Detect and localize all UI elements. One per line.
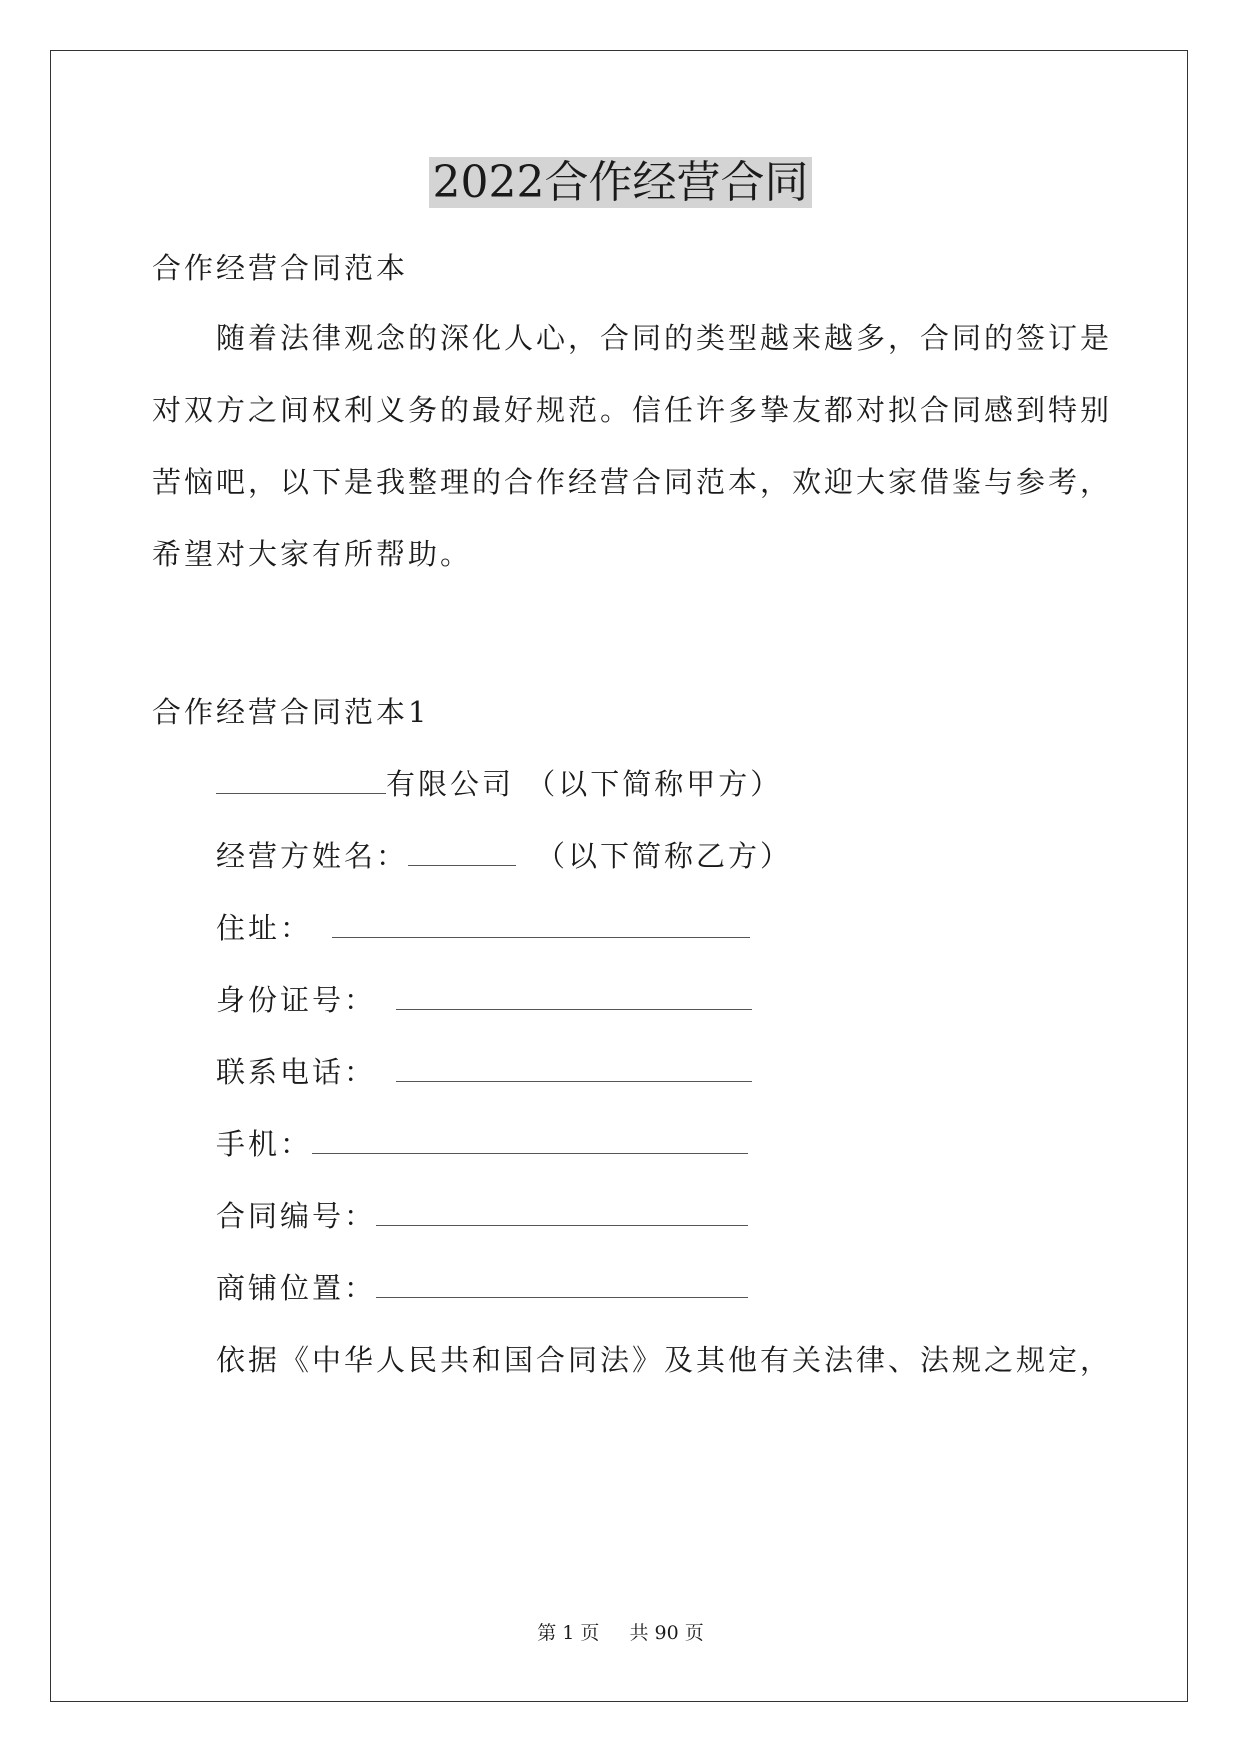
- contract-no-label: 合同编号：: [216, 1199, 377, 1233]
- mobile-label: 手机：: [216, 1127, 313, 1161]
- page-unit: 页: [580, 1622, 600, 1644]
- page-footer: [0, 1621, 1241, 1645]
- contract-no-line: [216, 1196, 748, 1236]
- party-b-label: 经营方姓名：: [216, 839, 409, 873]
- shop-location-blank: [376, 1273, 748, 1298]
- intro-line-2: 对双方之间权利义务的最好规范。信任许多挚友都对拟合同感到特别: [152, 393, 1113, 427]
- mobile-line: [216, 1124, 748, 1164]
- phone-label: 联系电话：: [216, 1055, 377, 1089]
- page-total: 90: [654, 1622, 679, 1644]
- party-a-suffix: 有限公司 （以下简称甲方）: [386, 767, 783, 801]
- shop-location-label: 商铺位置：: [216, 1271, 377, 1305]
- phone-line: [216, 1052, 752, 1092]
- id-number-blank: [396, 985, 752, 1010]
- page-current: 1: [562, 1622, 575, 1644]
- intro-line-1: 随着法律观念的深化人心，合同的类型越来越多，合同的签订是: [216, 321, 1113, 355]
- party-a-line: [216, 764, 782, 804]
- party-b-suffix: （以下简称乙方）: [536, 839, 793, 873]
- total-unit: 页: [684, 1622, 704, 1644]
- page-label: 第: [537, 1622, 557, 1644]
- phone-blank: [396, 1057, 752, 1082]
- id-number-line: [216, 980, 752, 1020]
- address-line: [216, 908, 750, 948]
- party-a-blank: [216, 769, 386, 794]
- intro-line-3: 苦恼吧，以下是我整理的合作经营合同范本，欢迎大家借鉴与参考，: [152, 465, 1113, 499]
- id-number-label: 身份证号：: [216, 983, 377, 1017]
- intro-line-4: 希望对大家有所帮助。: [152, 537, 473, 571]
- address-label: 住址：: [216, 911, 313, 945]
- party-b-blank: [408, 841, 516, 866]
- mobile-blank: [312, 1129, 748, 1154]
- total-label: 共: [629, 1622, 649, 1644]
- page-border: [50, 50, 1188, 1702]
- document-title-text: 2022合作经营合同: [429, 157, 813, 208]
- party-b-line: [216, 836, 792, 876]
- document-title: [0, 155, 1241, 211]
- subtitle: 合作经营合同范本: [152, 251, 409, 285]
- address-blank: [332, 913, 750, 938]
- closing-line: 依据《中华人民共和国合同法》及其他有关法律、法规之规定，: [216, 1343, 1113, 1377]
- section-heading: 合作经营合同范本1: [152, 695, 430, 729]
- shop-location-line: [216, 1268, 748, 1308]
- contract-no-blank: [376, 1201, 748, 1226]
